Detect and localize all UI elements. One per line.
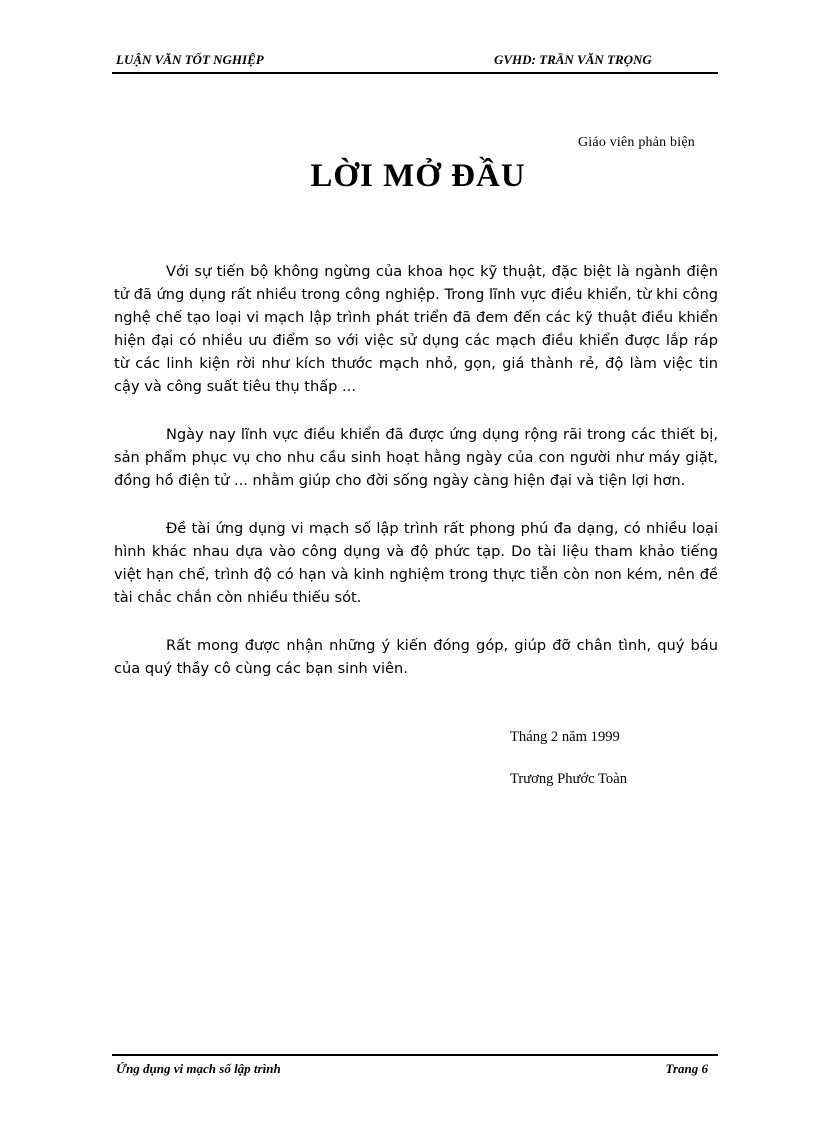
footer-title: Ứng dụng vi mạch số lập trình: [116, 1061, 281, 1076]
paragraph-4: Rất mong được nhận những ý kiến đóng góp, giúp đỡ chân tình, quý báu của quý thầy cô cùng các bạn sinh viên.: [114, 637, 718, 677]
signature-name: Trương Phước Toàn: [510, 771, 627, 787]
paragraph-3: Đề tài ứng dụng vi mạch số lập trình rất phong phú đa dạng, có nhiều loại hình khác nhau dựa vào công dụng và độ phức tạp. Do tài liệu tham khảo tiếng việt hạn chế, trình độ có hạn và kinh nghiệm trong thực tiễn còn non kém, nên đề tài chắc chắn còn nhiều thiếu sót.: [114, 520, 718, 606]
reviewer-note: Giáo viên phản biện: [578, 135, 695, 150]
paragraph-1: Với sự tiến bộ không ngừng của khoa học kỹ thuật, đặc biệt là ngành điện tử đã ứng dụng rất nhiều trong công nghiệp. Trong lĩnh vực điều khiển, từ khi công nghệ chế tạo loại vi mạch lập trình phát triển đã đem đến các kỹ thuật điều khiển hiện đại có nhiều ưu điểm so với việc sử dụng các mạch điều khiển được lắp ráp từ các linh kiện rời như kích thước mạch nhỏ, gọn, giá thành rẻ, độ làm việc tin cậy và công suất tiêu thụ thấp ...: [114, 263, 718, 395]
page-header: [112, 50, 718, 74]
footer-page-number: Trang 6: [665, 1061, 708, 1076]
page-footer: [112, 1054, 718, 1084]
header-advisor-label: GVHD: TRẦN VĂN TRỌNG: [494, 52, 652, 67]
body-text: [114, 260, 718, 705]
page-title: LỜI MỞ ĐẦU: [310, 158, 526, 194]
header-thesis-label: LUẬN VĂN TỐT NGHIỆP: [116, 52, 264, 67]
paragraph-2: Ngày nay lĩnh vực điều khiển đã được ứng dụng rộng rãi trong các thiết bị, sản phẩm phục vụ cho nhu cầu sinh hoạt hằng ngày của con người như máy giặt, đồng hồ điện tử ... nhằm giúp cho đời sống ngày càng hiện đại và tiện lợi hơn.: [114, 426, 718, 489]
signature-date: Tháng 2 năm 1999: [510, 729, 620, 745]
